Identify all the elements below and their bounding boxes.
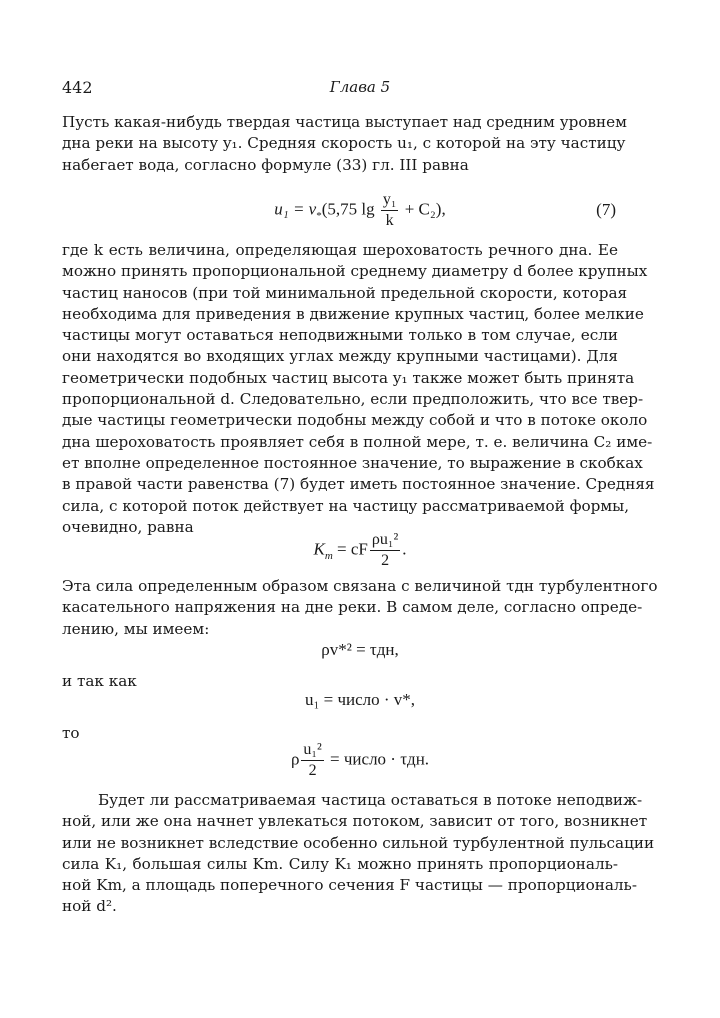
eq7-lhs: u₁ = v — [274, 199, 317, 219]
chapter-title: Глава 5 — [329, 78, 391, 96]
text-line: Будет ли рассматриваемая частица оставаться в потоке неподвиж- — [98, 791, 643, 809]
text-line: Эта сила определенным образом связана с величиной τдн турбулентного — [62, 577, 658, 595]
text-line: ет вполне определенное постоянное значение, то выражение в скобках — [62, 453, 643, 472]
eqkm-sub: m — [324, 549, 333, 562]
eq7-numerator: y₁ — [381, 190, 399, 211]
text-line: можно принять пропорциональной среднему диаметру d более крупных — [62, 262, 648, 281]
text-line: или не возникнет вследствие особенно сильной турбулентной пульсации — [62, 833, 655, 852]
text-line: касательного напряжения на дне реки. В самом деле, согласно опреде- — [62, 598, 643, 617]
text-line: дые частицы геометрически подобны между собой и что в потоке около — [62, 411, 648, 430]
eqkm-tail: . — [402, 539, 407, 559]
text-line: сила K₁, большая силы Km. Силу K₁ можно принять пропорциональ- — [62, 854, 618, 873]
eqf-rho: ρ — [290, 749, 300, 769]
text-line: необходима для приведения в движение крупных частиц, более мелкие — [62, 304, 644, 323]
eq7-fraction — [381, 190, 399, 231]
equation-number: (7) — [596, 200, 616, 219]
eqkm-fraction — [370, 530, 400, 571]
equation-tau: ρv*² = τдн, — [321, 640, 399, 659]
eqkm-mid: = cF — [332, 539, 368, 559]
eqf-tail: = число · τдн. — [325, 749, 430, 769]
paragraph-1 — [62, 112, 627, 176]
text-line: дна шероховатость проявляет себя в полной мере, т. е. величина C₂ име- — [62, 432, 653, 451]
text-then: то — [62, 724, 80, 742]
eq7-star: * — [316, 209, 322, 222]
text-line: лению, мы имеем: — [62, 619, 210, 638]
paragraph-4 — [62, 790, 655, 918]
text-line: дна реки на высоту y₁. Средняя скорость u₁, с которой на эту частицу — [62, 134, 626, 153]
text-line: Пусть какая-нибудь твердая частица выступает над средним уровнем — [62, 113, 627, 131]
eqf-fraction — [301, 740, 323, 781]
text-line: частиц наносов (при той минимальной предельной скорости, которая — [62, 283, 628, 302]
paragraph-3 — [62, 576, 658, 640]
eqkm-numerator: ρu₁² — [370, 530, 400, 551]
text-line: набегает вода, согласно формуле (33) гл. III равна — [62, 155, 469, 174]
text-line: сила, с которой поток действует на частицу рассматриваемой формы, — [62, 496, 630, 515]
eqf-numerator: u₁² — [301, 740, 323, 761]
text-line: в правой части равенства (7) будет иметь постоянное значение. Средняя — [62, 475, 655, 494]
text-line: где k есть величина, определяющая шероховатость речного дна. Ее — [62, 241, 618, 259]
paragraph-2 — [62, 240, 655, 538]
eq7-denominator: k — [385, 212, 394, 229]
eqkm-lhs: K — [313, 539, 325, 559]
equation-km — [0, 530, 720, 571]
text-line: ной d². — [62, 897, 117, 916]
eq7-tail: + C₂), — [400, 199, 446, 219]
eqkm-denominator: 2 — [381, 552, 390, 569]
equation-u1: u₁ = число · v*, — [304, 690, 416, 709]
text-line: геометрически подобных частиц высота y₁ также может быть принята — [62, 368, 635, 387]
text-line: ной Km, а площадь поперечного сечения F частицы — пропорциональ- — [62, 876, 637, 895]
eq7-mid: (5,75 lg — [321, 199, 379, 219]
equation-final — [0, 740, 720, 781]
text-line: они находятся во входящих углах между крупными частицами). Для — [62, 347, 618, 366]
text-line: очевидно, равна — [62, 517, 194, 536]
text-line: ной, или же она начнет увлекаться потоком, зависит от того, возникнет — [62, 812, 648, 831]
eqf-denominator: 2 — [308, 762, 317, 779]
text-and-since: и так как — [62, 672, 137, 690]
text-line: частицы могут оставаться неподвижными только в том случае, если — [62, 326, 618, 345]
text-line: пропорциональной d. Следовательно, если предположить, что все твер- — [62, 390, 644, 409]
page-number: 442 — [62, 78, 93, 97]
